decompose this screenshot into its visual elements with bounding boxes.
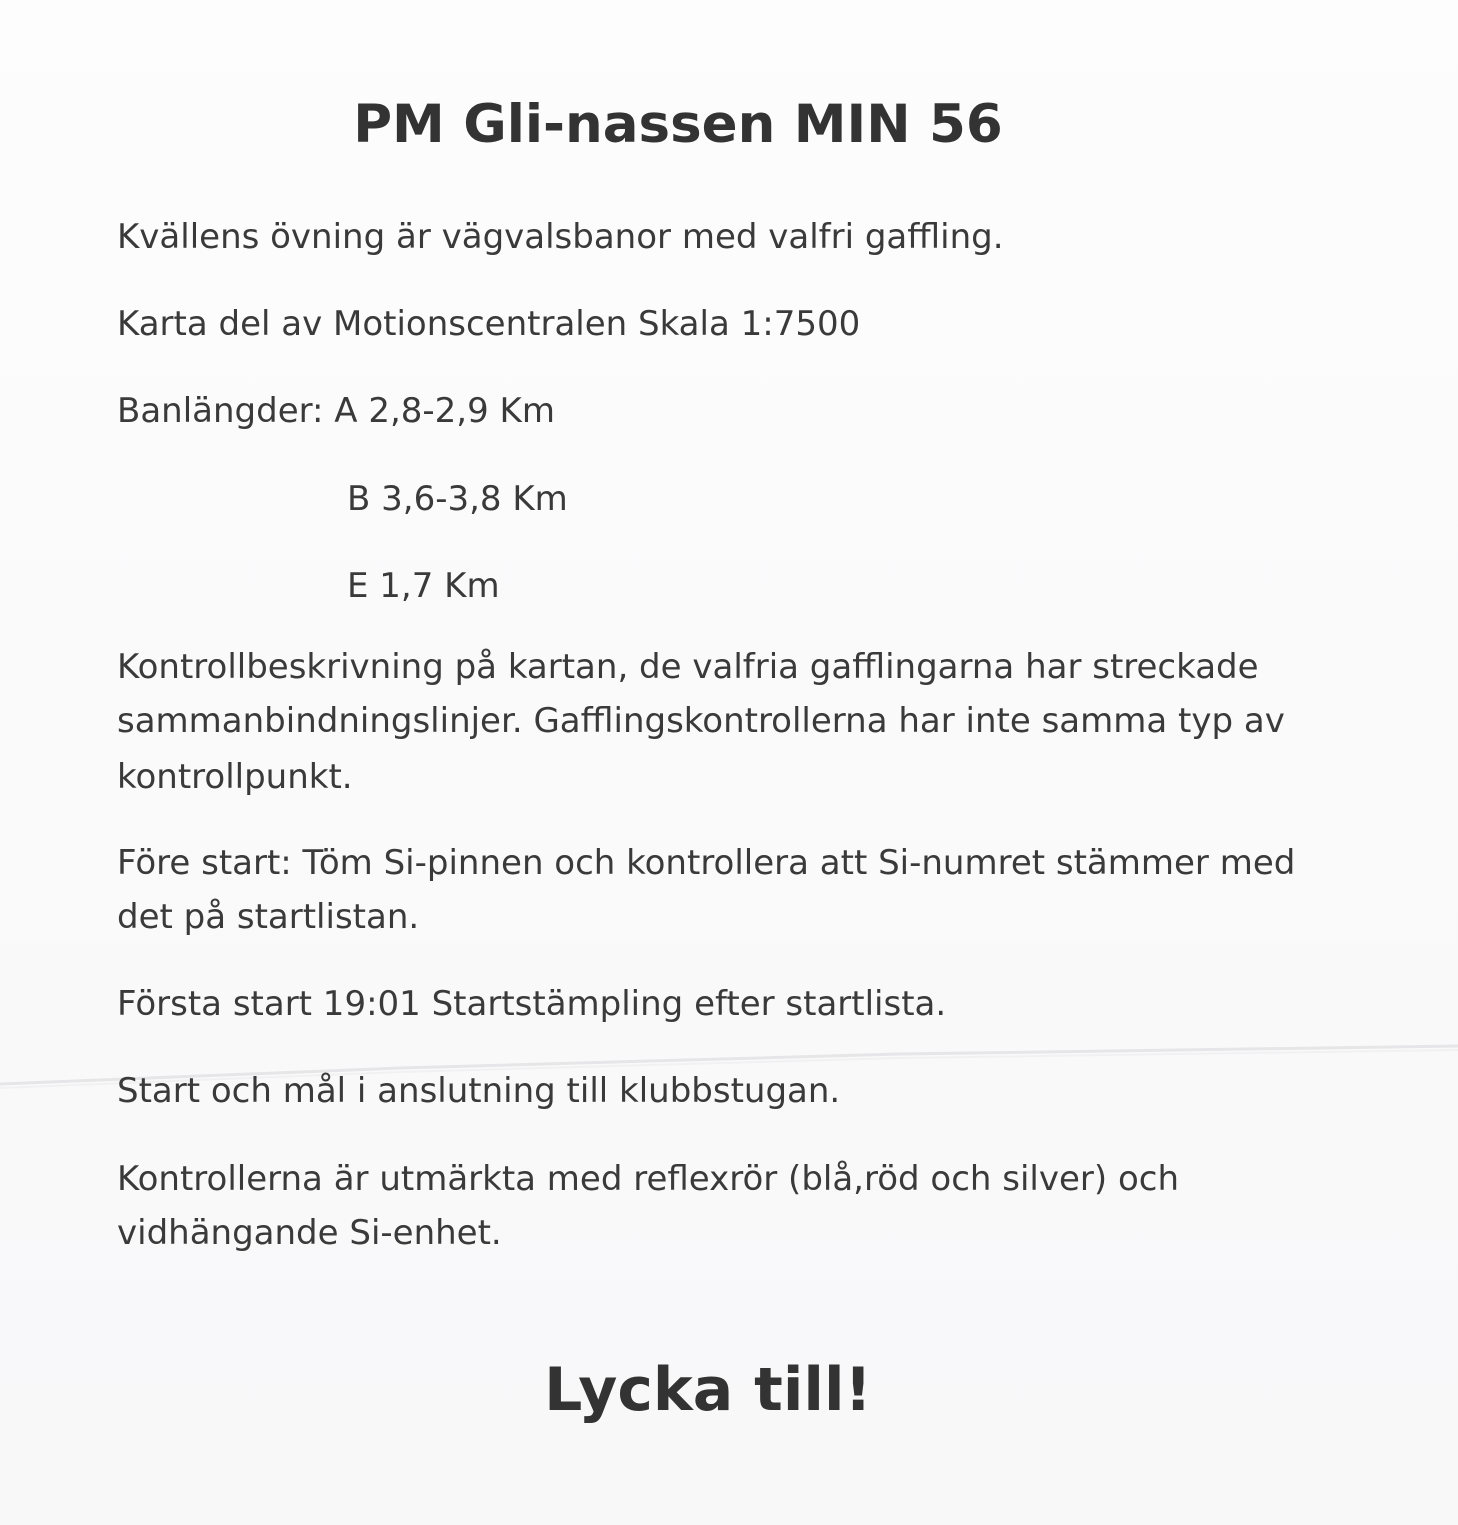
before-start-line-1: Före start: Töm Si-pinnen och kontrollera att Si-numret stämmer med [117,843,1296,883]
start-finish-text: Start och mål i anslutning till klubbstugan. [117,1071,841,1111]
closing-greeting: Lycka till! [544,1355,872,1425]
course-length-a: Banlängder: A 2,8-2,9 Km [117,391,555,431]
control-description-line-1: Kontrollbeskrivning på kartan, de valfria gafflingarna har streckade [117,647,1259,687]
first-start-text: Första start 19:01 Startstämpling efter startlista. [117,984,947,1024]
controls-marking-line-2: vidhängande Si-enhet. [117,1213,502,1253]
controls-marking-line-1: Kontrollerna är utmärkta med reflexrör (blå,röd och silver) och [117,1159,1180,1199]
course-length-e: E 1,7 Km [347,566,500,606]
course-length-b: B 3,6-3,8 Km [347,479,568,519]
before-start-line-2: det på startlistan. [117,897,420,937]
document-title: PM Gli-nassen MIN 56 [353,94,1003,155]
map-info-text: Karta del av Motionscentralen Skala 1:7500 [117,304,861,344]
control-description-line-2: sammanbindningslinjer. Gafflingskontrollerna har inte samma typ av [117,701,1285,741]
control-description-line-3: kontrollpunkt. [117,757,353,797]
intro-text: Kvällens övning är vägvalsbanor med valfri gaffling. [117,217,1004,257]
